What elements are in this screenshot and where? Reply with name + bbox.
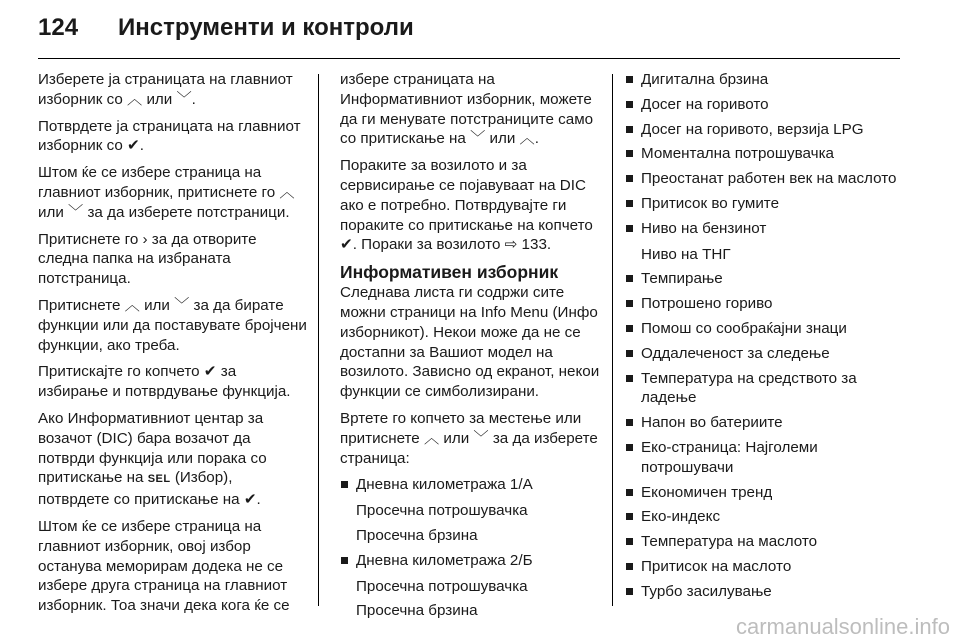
list-item: Помош со сообраќајни знаци (625, 319, 905, 339)
list-item: Напон во батериите (625, 413, 905, 433)
list-item: Еко-страница: Најголеми потрошувачи (625, 438, 905, 478)
column-divider-1 (318, 74, 319, 606)
column-1 (38, 70, 308, 623)
list-item: Притисок во гумите (625, 194, 905, 214)
list-item: Преостанат работен век на маслото (625, 169, 905, 189)
list-item: Дневна километража 1/A (340, 475, 605, 495)
sub-item: Просечна брзина (356, 526, 478, 544)
sub-item: Просечна брзина (356, 602, 478, 620)
info-menu-list (340, 475, 605, 495)
paragraph: Притиснете го › за да отворите следна папка на избраната потстраница. (38, 230, 257, 288)
sel-key-label: SEL (147, 473, 171, 486)
list-item: Потрошено гориво (625, 294, 905, 314)
list-item: Ниво на бензинот (625, 219, 905, 239)
sub-item: Просечна потрошувачка (356, 577, 528, 595)
paragraph: Штом ќе се избере страница на главниот изборник, овој избор останува меморирам додека не се избере друга страница на главниот изборник. Тоа значи дека кога ќе се (38, 517, 290, 615)
paragraph: Притиснете ︿ или ﹀ за да бирате функции или да поставувате бројчени функции, ако треба. (38, 296, 307, 354)
header-rule (38, 58, 900, 59)
list-item: Темпирање (625, 269, 905, 289)
list-item: Досег на горивото, верзија LPG (625, 120, 905, 140)
page-number: 124 (38, 14, 79, 41)
paragraph-sel (38, 409, 308, 510)
paragraph: Штом ќе се избере страница на главниот изборник, притиснете го ︿ или ﹀ за да изберете потстраници. (38, 164, 295, 221)
paragraph: Изберете ја страницата на главниот изборник со ︿ или ﹀. (38, 71, 293, 108)
list-item: Економичен тренд (625, 483, 905, 503)
list-item: Моментална потрошувачка (625, 144, 905, 164)
watermark: carmanualsonline.info (735, 614, 950, 639)
list-item: Притисок на маслото (625, 557, 905, 577)
list-item: Температура на средството за ладење (625, 369, 905, 409)
list-item: Еко-индекс (625, 507, 905, 527)
info-menu-list (340, 551, 605, 571)
info-menu-list (625, 269, 905, 601)
page-title: Инструменти и контроли (118, 14, 414, 41)
paragraph: Пораките за возилото и за сервисирање се појавуваат на DIC ако е потребно. Потврдувајте ги пораките со притискање на копчето ✔. Пораки за возилото ⇨ 133. (340, 157, 593, 254)
column-3 (625, 70, 905, 608)
list-item: Дневна километража 2/Б (340, 551, 605, 571)
paragraph: Притискајте го копчето ✔ за избирање и потврдување функција. (38, 363, 291, 401)
paragraph-text: Ако Информативниот центар за возачот (DIC) бара возачот да потврди функција или порака со притискање на (38, 409, 267, 487)
paragraph: Следнава листа ги содржи сите можни страници на Info Menu (Инфо изборникот). Некои може да не се достапни за Вашиот модел на возилото. Зависно од екранот, некои функции се симболизирани. (340, 284, 600, 401)
paragraph: Вртете го копчето за местење или притиснете ︿ или ﹀ за да изберете страница: (340, 409, 598, 467)
list-item: Досег на горивото (625, 95, 905, 115)
sub-item: Ниво на ТНГ (641, 245, 731, 263)
section-heading: Информативен изборник (340, 262, 559, 283)
sub-item: Просечна потрошувачка (356, 502, 528, 520)
column-divider-2 (612, 74, 613, 606)
column-2 (340, 70, 605, 626)
list-item: Дигитална брзина (625, 70, 905, 90)
page-header (38, 14, 414, 50)
paragraph-text: (Избор), потврдете со притискање на ✔. (38, 469, 261, 509)
paragraph: избере страницата на Информативниот изборник, можете да ги менувате потстраниците само со притискање на ﹀ или ︿. (340, 71, 594, 148)
paragraph: Потврдете ја страницата на главниот изборник со ✔. (38, 117, 301, 155)
list-item: Турбо засилување (625, 582, 905, 602)
list-item: Оддалеченост за следење (625, 344, 905, 364)
list-item: Температура на маслото (625, 532, 905, 552)
info-menu-list (625, 70, 905, 239)
